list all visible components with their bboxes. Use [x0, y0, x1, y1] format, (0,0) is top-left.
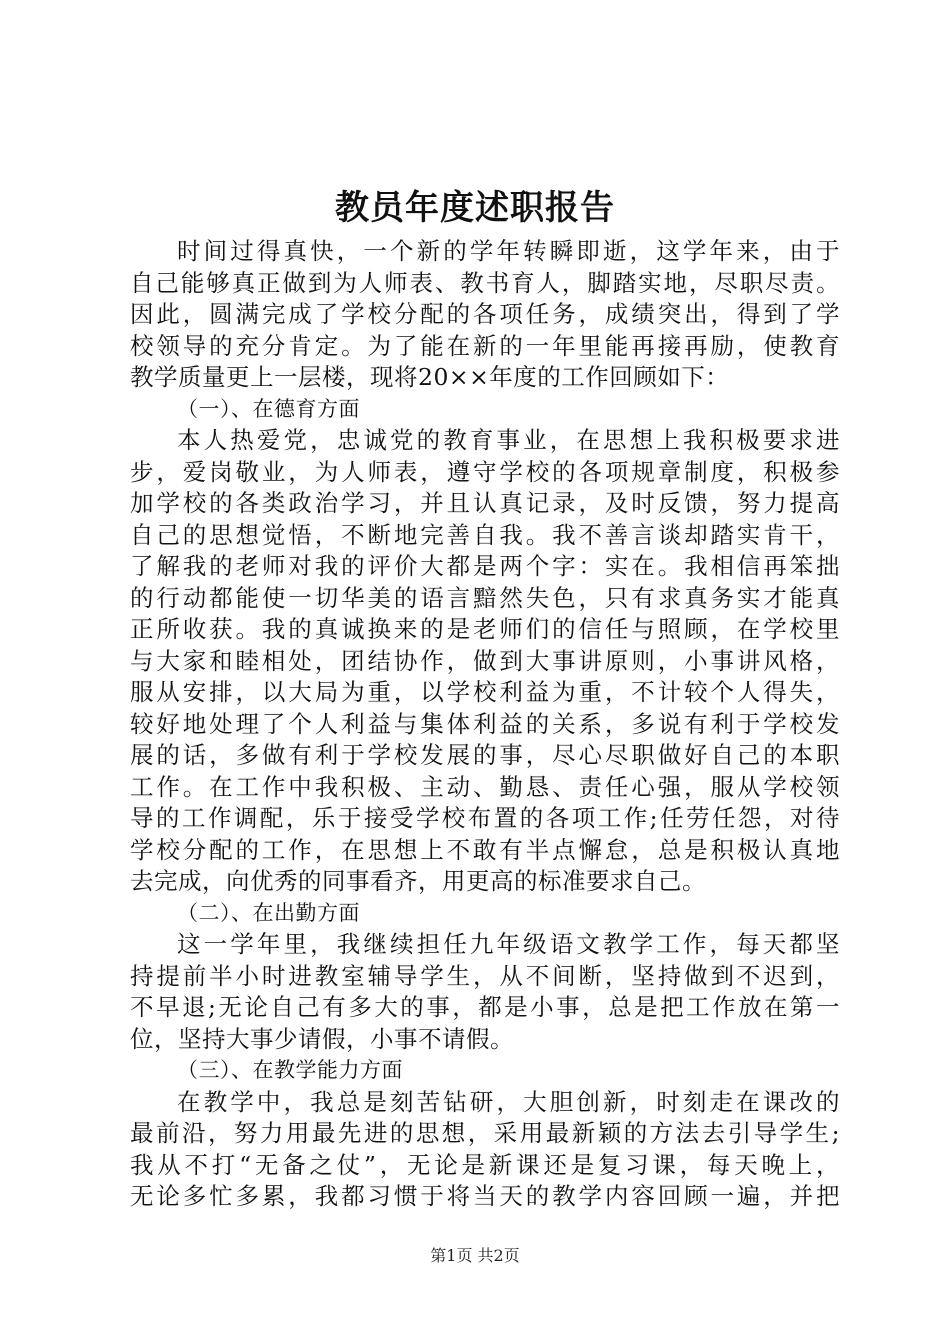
paragraph-line: 自己能够真正做到为人师表、教书育人，脚踏实地，尽职尽责。: [130, 268, 840, 297]
document-body: [130, 236, 840, 1213]
paragraph-line: 不早退;无论自己有多大的事，都是小事，总是把工作放在第一: [130, 993, 840, 1021]
paragraph-line: 展的话，多做有利于学校发展的事，尽心尽职做好自己的本职: [130, 741, 840, 769]
paragraph-line: 无论多忙多累，我都习惯于将当天的教学内容回顾一遍，并把: [130, 1182, 840, 1210]
paragraph-line: 导的工作调配，乐于接受学校布置的各项工作;任劳任怨，对待: [130, 804, 840, 832]
paragraph-line: 自己的思想觉悟，不断地完善自我。我不善言谈却踏实肯干，: [130, 520, 840, 549]
paragraph-line: 步，爱岗敬业，为人师表，遵守学校的各项规章制度，积极参: [130, 457, 840, 486]
paragraph-line: 因此，圆满完成了学校分配的各项任务，成绩突出，得到了学: [130, 300, 840, 328]
paragraph-line: 加学校的各类政治学习，并且认真记录，及时反馈，努力提高: [130, 489, 840, 517]
paragraph-line: 在教学中，我总是刻苦钻研，大胆创新，时刻走在课改的: [177, 1087, 840, 1116]
paragraph-line: 我从不打“无备之仗”，无论是新课还是复习课，每天晚上，: [130, 1150, 840, 1179]
section-heading: （二）、在出勤方面: [177, 900, 360, 925]
section-heading: （三）、在教学能力方面: [177, 1058, 403, 1082]
paragraph-line: 教学质量更上一层楼，现将20××年度的工作回顾如下：: [130, 363, 730, 391]
paragraph-line: 的行动都能使一切华美的语言黯然失色，只有求真务实才能真: [130, 583, 840, 612]
paragraph-line: 与大家和睦相处，团结协作，做到大事讲原则，小事讲风格，: [130, 646, 840, 675]
section-heading: （一）、在德育方面: [177, 396, 360, 421]
paragraph-line: 较好地处理了个人利益与集体利益的关系，多说有利于学校发: [130, 709, 840, 738]
paragraph-line: 正所收获。我的真诚换来的是老师们的信任与照顾，在学校里: [130, 615, 840, 643]
paragraph-line: 这一学年里，我继续担任九年级语文教学工作，每天都坚: [177, 930, 840, 958]
paragraph-line: 了解我的老师对我的评价大都是两个字：实在。我相信再笨拙: [130, 552, 840, 580]
page-footer: 第1页 共2页: [430, 1246, 520, 1265]
paragraph-line: 持提前半小时进教室辅导学生，从不间断，坚持做到不迟到，: [130, 961, 840, 990]
paragraph-line: 本人热爱党，忠诚党的教育事业，在思想上我积极要求进: [177, 426, 840, 454]
paragraph-line: 位，坚持大事少请假，小事不请假。: [130, 1024, 514, 1053]
paragraph-line: 校领导的充分肯定。为了能在新的一年里能再接再励，使教育: [130, 331, 840, 360]
paragraph-line: 去完成，向优秀的同事看齐，用更高的标准要求自己。: [130, 867, 706, 895]
paragraph-line: 工作。在工作中我积极、主动、勤恳、责任心强，服从学校领: [130, 772, 840, 801]
paragraph-line: 最前沿，努力用最先进的思想，采用最新颖的方法去引导学生;: [130, 1119, 840, 1147]
paragraph-line: 学校分配的工作，在思想上不敢有半点懈怠，总是积极认真地: [130, 835, 840, 864]
document-title: 教员年度述职报告: [335, 188, 615, 228]
paragraph-line: 时间过得真快，一个新的学年转瞬即逝，这学年来，由于: [177, 237, 840, 265]
paragraph-line: 服从安排，以大局为重，以学校利益为重，不计较个人得失，: [130, 678, 840, 706]
